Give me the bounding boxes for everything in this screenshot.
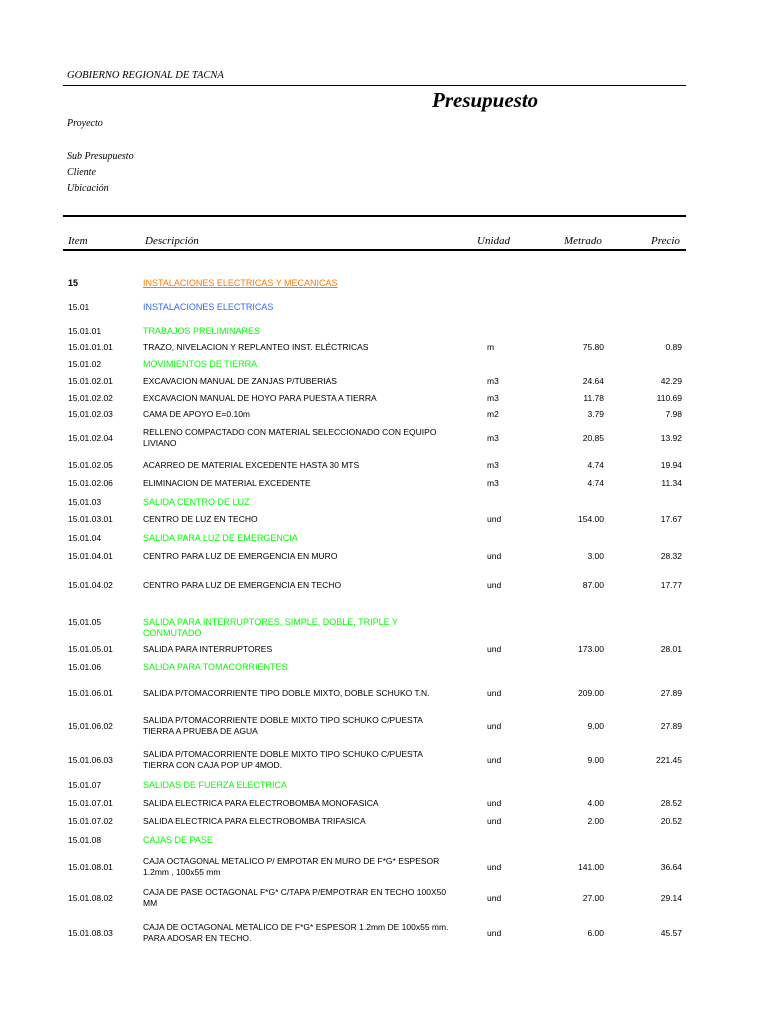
row-item-code: 15.01 (68, 302, 90, 312)
row-unit: m3 (487, 393, 499, 403)
row-metrado: 24.64 (582, 376, 604, 386)
row-unit: m3 (487, 478, 499, 488)
row-description: CENTRO PARA LUZ DE EMERGENCIA EN TECHO (143, 580, 342, 590)
row-unit: und (487, 755, 502, 765)
row-metrado: 4.00 (587, 798, 604, 808)
row-metrado: 87.00 (582, 580, 604, 590)
column-header-item: Item (68, 235, 88, 247)
row-unit: und (487, 816, 502, 826)
row-description: EXCAVACION MANUAL DE ZANJAS P/TUBERIAS (143, 376, 337, 386)
row-description: SALIDA ELECTRICA PARA ELECTROBOMBA MONOFASICA (143, 798, 379, 808)
row-precio: 0.89 (665, 342, 682, 352)
row-item-code: 15.01.02.04 (68, 433, 113, 443)
table-row (0, 278, 768, 294)
row-item-code: 15.01.06 (68, 662, 102, 672)
row-precio: 28.32 (660, 551, 682, 561)
row-item-code: 15.01.02.01 (68, 376, 113, 386)
table-row (0, 497, 768, 513)
row-item-code: 15.01.08 (68, 835, 102, 845)
table-row (0, 393, 768, 409)
column-header-unit: Unidad (477, 235, 510, 247)
row-item-code: 15.01.08.01 (68, 862, 113, 872)
table-row (0, 922, 768, 943)
row-item-code: 15.01.03 (68, 497, 102, 507)
row-description: ACARREO DE MATERIAL EXCEDENTE HASTA 30 MTS (143, 460, 360, 470)
row-unit: und (487, 514, 502, 524)
label-cliente: Cliente (67, 167, 96, 178)
table-row (0, 798, 768, 814)
row-precio: 28.52 (660, 798, 682, 808)
table-row (0, 749, 768, 770)
row-description: SALIDA PARA INTERRUPTORES, SIMPLE, DOBLE, TRIPLE Y CONMUTADO (143, 617, 398, 638)
row-item-code: 15.01.05 (68, 617, 102, 627)
row-item-code: 15.01.07 (68, 780, 102, 790)
table-row (0, 816, 768, 832)
table-row (0, 580, 768, 596)
row-item-code: 15.01.02.03 (68, 409, 113, 419)
row-item-code: 15.01.08.02 (68, 893, 113, 903)
table-header-rule (63, 249, 686, 251)
row-metrado: 4.74 (587, 460, 604, 470)
table-row (0, 533, 768, 549)
row-item-code: 15.01.04 (68, 533, 102, 543)
header-divider (63, 85, 686, 86)
table-row (0, 376, 768, 392)
row-precio: 17.67 (660, 514, 682, 524)
row-item-code: 15.01.04.01 (68, 551, 113, 561)
row-description: SALIDA ELECTRICA PARA ELECTROBOMBA TRIFASICA (143, 816, 366, 826)
row-description: INSTALACIONES ELECTRICAS (143, 302, 274, 312)
row-item-code: 15.01.06.01 (68, 688, 113, 698)
row-description: CAJA DE OCTAGONAL METALICO DE F*G* ESPESOR 1.2mm DE 100x55 mm. PARA ADOSAR EN TECHO. (143, 922, 449, 943)
label-ubicacion: Ubicación (67, 183, 109, 194)
table-row (0, 835, 768, 851)
row-metrado: 9.00 (587, 755, 604, 765)
row-unit: und (487, 551, 502, 561)
row-metrado: 20.85 (582, 433, 604, 443)
column-header-metrado: Metrado (564, 235, 602, 247)
row-unit: und (487, 798, 502, 808)
row-item-code: 15.01.02 (68, 359, 102, 369)
table-row (0, 887, 768, 908)
organization-name: GOBIERNO REGIONAL DE TACNA (67, 70, 224, 81)
row-precio: 11.34 (661, 478, 682, 488)
row-metrado: 75.80 (582, 342, 604, 352)
row-description: CENTRO DE LUZ EN TECHO (143, 514, 258, 524)
label-proyecto: Proyecto (67, 118, 103, 129)
row-description: SALIDA P/TOMACORRIENTE DOBLE MIXTO TIPO SCHUKO C/PUESTA TIERRA CON CAJA POP UP 4MOD. (143, 749, 423, 770)
row-metrado: 2.00 (587, 816, 604, 826)
row-metrado: 3.79 (587, 409, 604, 419)
table-row (0, 644, 768, 660)
row-item-code: 15.01.07.02 (68, 816, 113, 826)
table-row (0, 427, 768, 448)
row-metrado: 209.00 (578, 688, 604, 698)
row-precio: 17.77 (660, 580, 682, 590)
row-item-code: 15.01.05.01 (68, 644, 113, 654)
row-unit: m3 (487, 433, 499, 443)
row-unit: m2 (487, 409, 499, 419)
row-description: SALIDA PARA LUZ DE EMERGENCIA (143, 533, 298, 543)
row-unit: und (487, 893, 502, 903)
row-item-code: 15.01.01 (68, 326, 102, 336)
column-header-description: Descripción (145, 235, 199, 247)
row-item-code: 15.01.04.02 (68, 580, 113, 590)
row-item-code: 15.01.06.02 (68, 721, 113, 731)
row-description: EXCAVACION MANUAL DE HOYO PARA PUESTA A TIERRA (143, 393, 377, 403)
row-unit: und (487, 862, 502, 872)
row-unit: und (487, 721, 502, 731)
row-description: SALIDAS DE FUERZA ELECTRICA (143, 780, 288, 790)
row-precio: 29.14 (660, 893, 682, 903)
table-row (0, 662, 768, 678)
row-metrado: 141.00 (578, 862, 604, 872)
row-precio: 110.69 (656, 393, 682, 403)
table-row (0, 409, 768, 425)
table-row (0, 359, 768, 375)
page-title: Presupuesto (432, 88, 539, 112)
table-row (0, 617, 768, 638)
row-description: CAJA DE PASE OCTAGONAL F*G* C/TAPA P/EMPOTRAR EN TECHO 100X50 MM (143, 887, 447, 908)
table-row (0, 780, 768, 796)
row-item-code: 15.01.08.03 (68, 928, 113, 938)
row-precio: 45.57 (660, 928, 682, 938)
table-row (0, 514, 768, 530)
row-metrado: 6.00 (587, 928, 604, 938)
row-precio: 36.64 (660, 862, 682, 872)
row-metrado: 11.78 (583, 393, 604, 403)
row-item-code: 15.01.01.01 (68, 342, 113, 352)
row-description: SALIDA P/TOMACORRIENTE DOBLE MIXTO TIPO SCHUKO C/PUESTA TIERRA A PRUEBA DE AGUA (143, 715, 423, 736)
row-description: CAJA OCTAGONAL METALICO P/ EMPOTAR EN MURO DE F*G* ESPESOR 1.2mm , 100x55 mm (143, 856, 440, 877)
row-precio: 27.89 (660, 721, 682, 731)
row-unit: m (487, 342, 495, 352)
row-unit: und (487, 644, 502, 654)
table-row (0, 326, 768, 342)
table-row (0, 551, 768, 567)
table-top-rule (63, 215, 686, 217)
row-description: TRABAJOS PRELIMINARES (143, 326, 261, 336)
row-precio: 20.52 (660, 816, 682, 826)
row-item-code: 15.01.07.01 (68, 798, 113, 808)
row-description: CAJAS DE PASE (143, 835, 213, 845)
table-row (0, 342, 768, 358)
table-row (0, 856, 768, 877)
row-item-code: 15.01.03.01 (68, 514, 113, 524)
row-item-code: 15.01.02.05 (68, 460, 113, 470)
row-metrado: 154.00 (578, 514, 604, 524)
row-unit: und (487, 928, 502, 938)
row-item-code: 15.01.06.03 (68, 755, 113, 765)
row-precio: 28.01 (660, 644, 682, 654)
row-precio: 19.94 (660, 460, 682, 470)
row-description: SALIDA P/TOMACORRIENTE TIPO DOBLE MIXTO, DOBLE SCHUKO T.N. (143, 688, 430, 698)
row-unit: und (487, 688, 502, 698)
row-precio: 221.45 (656, 755, 682, 765)
table-row (0, 715, 768, 736)
row-precio: 7.98 (665, 409, 682, 419)
row-description: TRAZO, NIVELACION Y REPLANTEO INST. ELÉCTRICAS (143, 342, 369, 352)
row-description: MOVIMIENTOS DE TIERRA (143, 359, 258, 369)
row-description: ELIMINACION DE MATERIAL EXCEDENTE (143, 478, 311, 488)
table-row (0, 478, 768, 494)
row-unit: m3 (487, 376, 499, 386)
row-description: SALIDA PARA INTERRUPTORES (143, 644, 273, 654)
row-precio: 27.89 (660, 688, 682, 698)
label-sub-presupuesto: Sub Presupuesto (67, 151, 134, 162)
row-item-code: 15.01.02.02 (68, 393, 113, 403)
row-unit: m3 (487, 460, 499, 470)
table-row (0, 688, 768, 704)
row-metrado: 27.00 (582, 893, 604, 903)
row-unit: und (487, 580, 502, 590)
table-row (0, 302, 768, 318)
row-precio: 42.29 (660, 376, 682, 386)
row-metrado: 9.00 (587, 721, 604, 731)
row-description: SALIDA CENTRO DE LUZ (143, 497, 250, 507)
row-metrado: 3.00 (587, 551, 604, 561)
row-metrado: 4.74 (587, 478, 604, 488)
row-description: RELLENO COMPACTADO CON MATERIAL SELECCIONADO CON EQUIPO LIVIANO (143, 427, 437, 448)
row-description: SALIDA PARA TOMACORRIENTES (143, 662, 288, 672)
row-description: CAMA DE APOYO E=0.10m (143, 409, 251, 419)
row-item-code: 15.01.02.06 (68, 478, 113, 488)
row-description: CENTRO PARA LUZ DE EMERGENCIA EN MURO (143, 551, 338, 561)
row-precio: 13.92 (660, 433, 682, 443)
row-description: INSTALACIONES ELECTRICAS Y MECANICAS (143, 278, 338, 288)
row-metrado: 173.00 (578, 644, 604, 654)
column-header-precio: Precio (651, 235, 680, 247)
table-row (0, 460, 768, 476)
row-item-code: 15 (68, 278, 79, 288)
